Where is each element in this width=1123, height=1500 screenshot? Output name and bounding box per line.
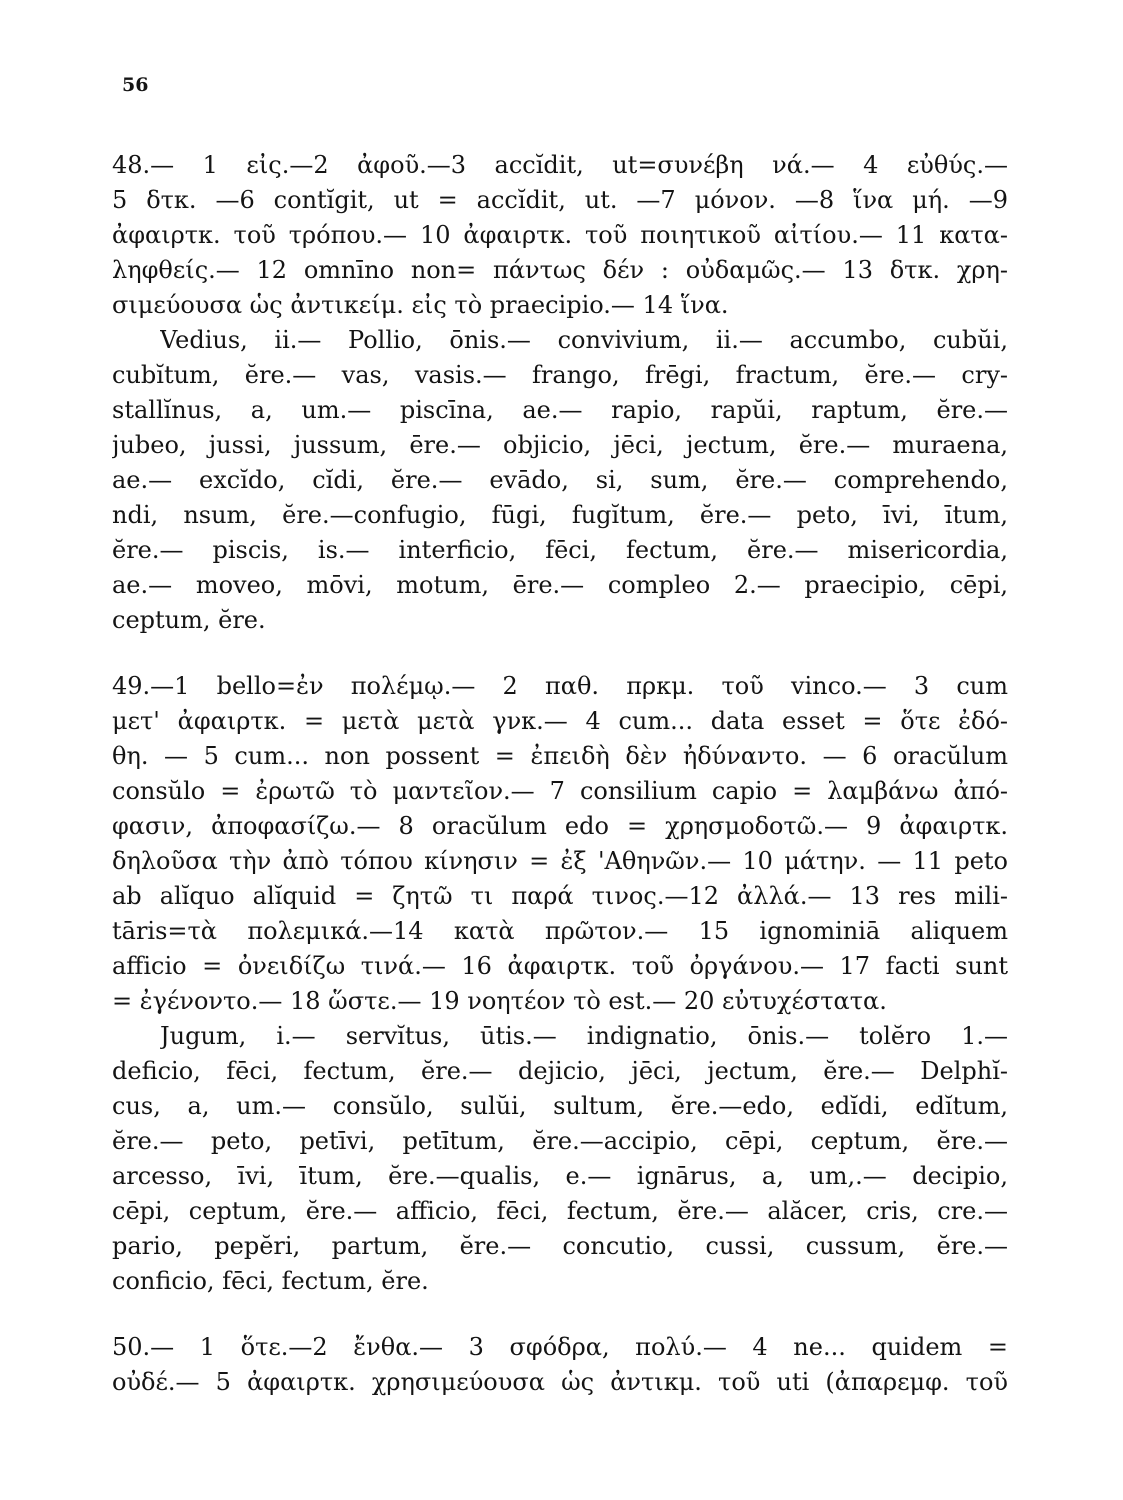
section-49-line: = ἐγένοντο.— 18 ὥστε.— 19 νοητέον τὸ est.— 20 εὐτυχέστατα. — [112, 987, 887, 1015]
section-48-vocab-line: ĕre.— piscis, is.— interficio, fēci, fectum, ĕre.— misericordia, — [112, 536, 1008, 564]
section-49-line: 49.—1 bello=ἐν πολέμῳ.— 2 παθ. πρκμ. τοῦ vinco.— 3 cum — [112, 672, 1008, 700]
section-48-line: ληφθείς.— 12 omnīno non= πάντως δέν : οὐδαμῶς.— 13 δτκ. χρη- — [112, 256, 1008, 284]
section-49-line: tāris=τὰ πολεμικά.—14 κατὰ πρῶτον.— 15 ignominiā aliquem — [112, 917, 1008, 945]
section-50-line: οὐδέ.— 5 ἀφαιρτκ. χρησιμεύουσα ὡς ἀντικμ. τοῦ uti (ἀπαρεμφ. τοῦ — [112, 1368, 1008, 1396]
section-49-line: δηλοῦσα τὴν ἀπὸ τόπου κίνησιν = ἐξ 'Αθηνῶν.— 10 μάτην. — 11 peto — [112, 847, 1008, 875]
section-48-vocab-line: ae.— moveo, mōvi, motum, ēre.— compleo 2.— praecipio, cēpi, — [112, 571, 1008, 599]
section-49-line: consŭlo = ἐρωτῶ τὸ μαντεῖον.— 7 consilium capio = λαμβάνω ἀπό- — [112, 777, 1008, 805]
section-48-vocab-line: ndi, nsum, ĕre.—confugio, fūgi, fugĭtum, ĕre.— peto, īvi, ītum, — [112, 501, 1008, 529]
section-48-vocab-line: ceptum, ĕre. — [112, 606, 266, 634]
section-48-line: 48.— 1 εἰς.—2 ἀφοῦ.—3 accĭdit, ut=συνέβη νά.— 4 εὐθύς.— — [112, 151, 1008, 179]
section-48-vocab-line: Vedius, ii.— Pollio, ōnis.— convivium, ii.— accumbo, cubŭi, — [160, 326, 1008, 354]
section-49-vocab-line: deficio, fēci, fectum, ĕre.— dejicio, jēci, jectum, ĕre.— Delphĭ- — [112, 1057, 1008, 1085]
section-48-vocab-line: cubĭtum, ĕre.— vas, vasis.— frango, frēgi, fractum, ĕre.— cry- — [112, 361, 1008, 389]
section-49-vocab-line: cēpi, ceptum, ĕre.— afficio, fēci, fectum, ĕre.— alăcer, cris, cre.— — [112, 1197, 1008, 1225]
section-48-line: ἀφαιρτκ. τοῦ τρόπου.— 10 ἀφαιρτκ. τοῦ ποιητικοῦ αἰτίου.— 11 κατα- — [112, 221, 1008, 249]
section-49-vocab-line: arcesso, īvi, ītum, ĕre.—qualis, e.— ignārus, a, um,.— decipio, — [112, 1162, 1008, 1190]
section-49-vocab-line: pario, pepĕri, partum, ĕre.— concutio, cussi, cussum, ĕre.— — [112, 1232, 1008, 1260]
section-49-vocab-line: Jugum, i.— servĭtus, ūtis.— indignatio, ōnis.— tolĕro 1.— — [160, 1022, 1008, 1050]
section-48-line: 5 δτκ. —6 contĭgit, ut = accĭdit, ut. —7 μόνον. —8 ἵνα μή. —9 — [112, 186, 1008, 214]
section-49-line: θη. — 5 cum... non possent = ἐπειδὴ δὲν ἠδύναντο. — 6 oracŭlum — [112, 742, 1008, 770]
section-49-line: μετ' ἀφαιρτκ. = μετὰ μετὰ γνκ.— 4 cum... data esset = ὅτε ἐδό- — [112, 707, 1008, 735]
section-49-line: ab alĭquo alĭquid = ζητῶ τι παρά τινος.—12 ἀλλά.— 13 res mili- — [112, 882, 1008, 910]
section-49-line: afficio = ὀνειδίζω τινά.— 16 ἀφαιρτκ. τοῦ ὀργάνου.— 17 facti sunt — [112, 952, 1008, 980]
section-49-line: φασιν, ἀποφασίζω.— 8 oracŭlum edo = χρησμοδοτῶ.— 9 ἀφαιρτκ. — [112, 812, 1008, 840]
section-49-vocab-line: ĕre.— peto, petīvi, petītum, ĕre.—accipio, cēpi, ceptum, ĕre.— — [112, 1127, 1008, 1155]
section-48-line: σιμεύουσα ὡς ἀντικείμ. εἰς τὸ praecipio.— 14 ἵνα. — [112, 291, 729, 319]
section-49-vocab-line: cus, a, um.— consŭlo, sulŭi, sultum, ĕre.—edo, edĭdi, edĭtum, — [112, 1092, 1008, 1120]
section-48-vocab-line: stallĭnus, a, um.— piscīna, ae.— rapio, rapŭi, raptum, ĕre.— — [112, 396, 1008, 424]
section-48-vocab-line: ae.— excĭdo, cĭdi, ĕre.— evādo, si, sum, ĕre.— comprehendo, — [112, 466, 1008, 494]
section-50-line: 50.— 1 ὅτε.—2 ἔνθα.— 3 σφόδρα, πολύ.— 4 ne... quidem = — [112, 1333, 1008, 1361]
section-48-vocab-line: jubeo, jussi, jussum, ēre.— objicio, jēci, jectum, ĕre.— muraena, — [112, 431, 1008, 459]
section-49-vocab-line: conficio, fēci, fectum, ĕre. — [112, 1267, 429, 1295]
page-number: 56 — [122, 74, 149, 96]
